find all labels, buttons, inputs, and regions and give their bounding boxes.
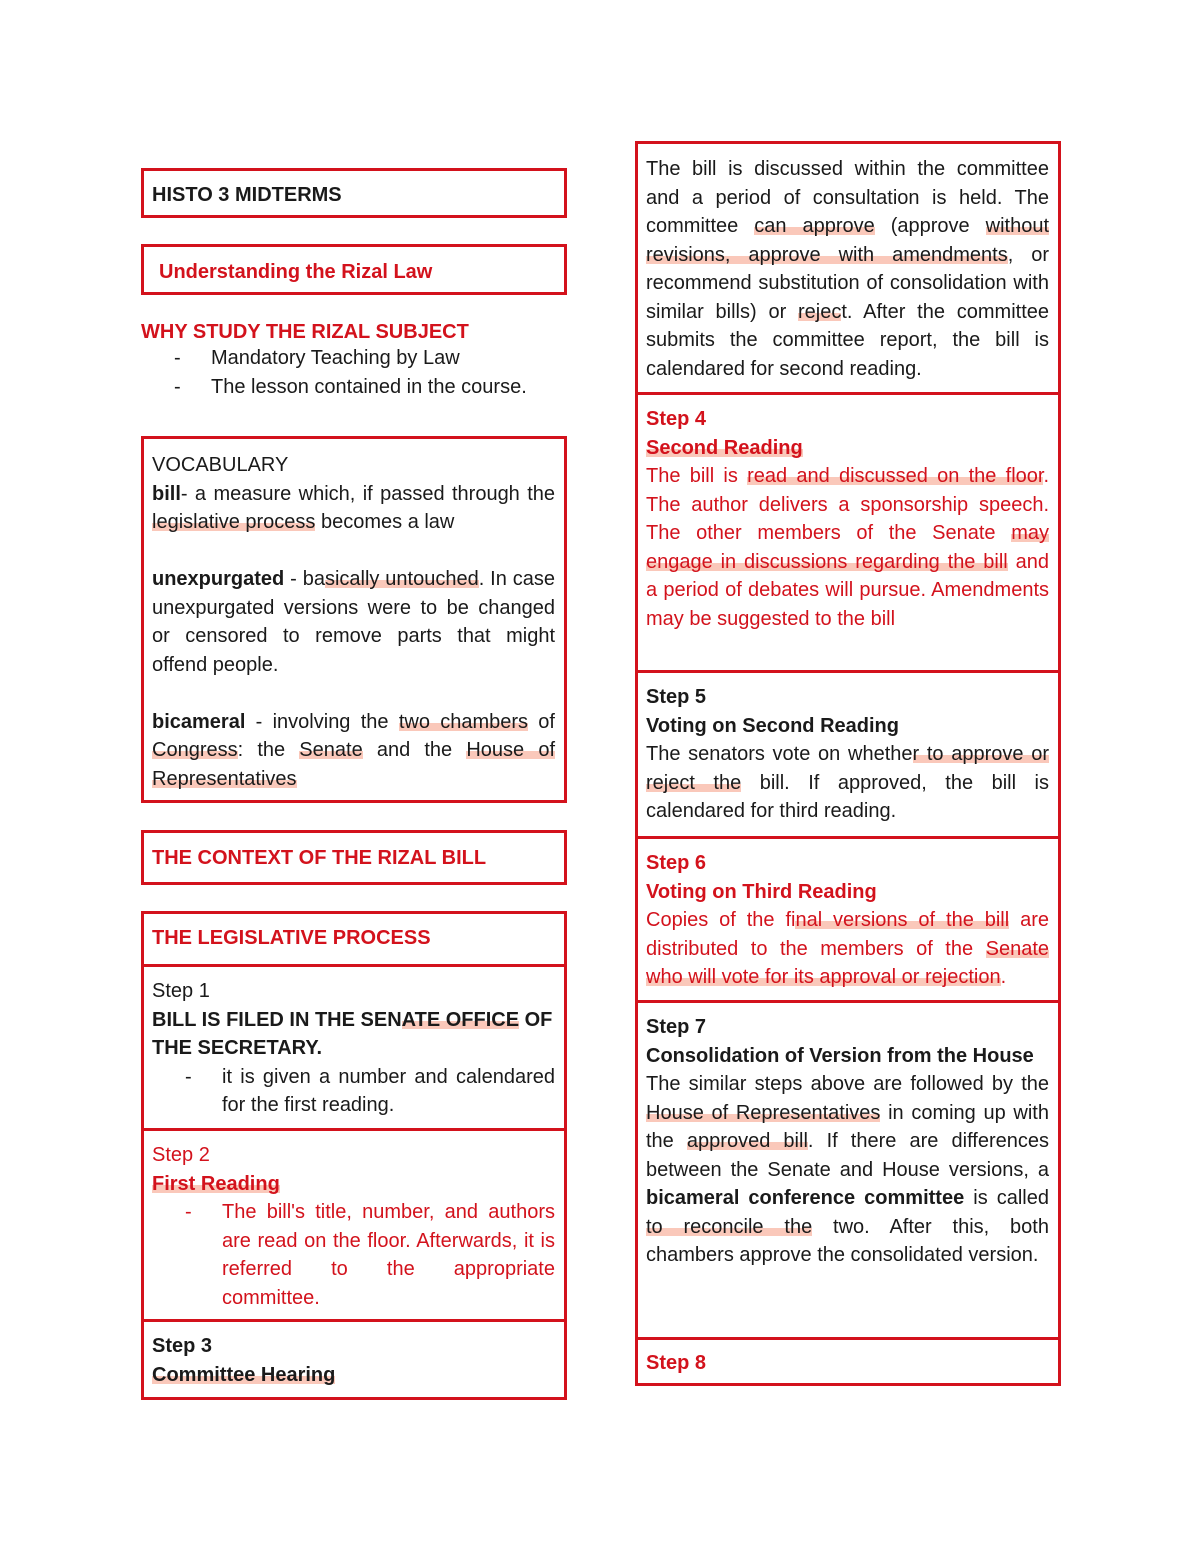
step-7-label: Step 7 — [646, 1016, 707, 1038]
highlight: to reconcile the — [646, 1215, 813, 1238]
title-box — [141, 168, 567, 218]
highlight: Second Reading — [646, 436, 803, 459]
definition-text: becomes a law — [315, 511, 455, 533]
step-2-section — [144, 1128, 564, 1321]
body-text: . The author delivers a sponsorship speech. The other members of the Senate — [646, 465, 1050, 544]
highlight: rejec — [798, 300, 842, 323]
definition-text: . In case unexpurgated versions were to be changed or censored to remove parts that might offend people. — [152, 568, 555, 676]
body-text: is called — [964, 1187, 1049, 1209]
highlight: ATE OFFICE — [401, 1008, 520, 1031]
body-text: The similar steps above are followed by the — [646, 1073, 1049, 1095]
list-item: - Mandatory Teaching by Law — [141, 344, 567, 373]
list-item: - The bill's title, number, and authors are read on the floor. Afterwards, it is referred to the appropriate committee. — [152, 1198, 555, 1312]
definition-text: - a measure which, if passed through the — [180, 482, 555, 505]
highlight: two chambers — [398, 710, 529, 733]
definition-text: of — [528, 710, 555, 733]
highlight: House of Representatives — [152, 739, 555, 790]
body-text: (approve — [874, 215, 986, 237]
body-text: . — [1000, 966, 1007, 988]
step-3-section — [144, 1319, 564, 1403]
highlight: Committee Hearing — [152, 1363, 336, 1386]
list-item: - The lesson contained in the course. — [141, 373, 567, 402]
definition-text: : the — [237, 739, 300, 761]
step-5-body — [646, 740, 1049, 826]
highlight: can approve — [754, 215, 875, 237]
highlight: without revisions, approve with amendments — [646, 215, 1049, 266]
step-6-label: Step 6 — [646, 852, 707, 874]
highlight: House of Representatives — [646, 1101, 881, 1124]
step-1-label: Step 1 — [152, 980, 210, 1002]
step-2-title — [152, 1170, 555, 1199]
step-4-title — [646, 434, 1049, 463]
highlight: sically untouched — [324, 568, 479, 590]
highlight: may engage in discussions regarding the bill — [646, 522, 1049, 573]
subtitle: Understanding the Rizal Law — [159, 261, 433, 283]
step-8-label: Step 8 — [646, 1352, 707, 1374]
highlight: approved bill — [686, 1130, 808, 1152]
legislative-heading: THE LEGISLATIVE PROCESS — [152, 927, 431, 949]
term: bill — [152, 482, 181, 505]
step-7-title: Consolidation of Version from the House — [646, 1044, 1034, 1067]
highlight: nal versions of the bill — [795, 909, 1010, 931]
body-text: are distributed to the members of the — [646, 909, 1049, 960]
why-study-list — [141, 344, 567, 401]
term: bicameral — [152, 710, 246, 733]
step-1-title — [152, 1006, 555, 1063]
step-3-body — [646, 155, 1049, 383]
legislative-process-box — [141, 911, 567, 1400]
term: unexpurgated — [152, 568, 285, 590]
highlight: read and discussed on the floor — [747, 465, 1044, 487]
definition-text: and the — [362, 739, 467, 761]
definition-text: - ba — [284, 568, 325, 590]
definition-bill — [152, 480, 555, 537]
highlight: First Reading — [152, 1172, 280, 1195]
title-text: OF THE SECRETARY. — [152, 1008, 553, 1059]
step-3-label: Step 3 — [152, 1335, 213, 1357]
step-4-body — [646, 462, 1049, 633]
context-heading: THE CONTEXT OF THE RIZAL BILL — [152, 847, 487, 869]
step-7-body — [646, 1070, 1049, 1270]
vocabulary-content — [152, 451, 555, 793]
highlight: Congress — [152, 739, 238, 761]
body-text: Copies of the fi — [646, 909, 796, 931]
bold-term: bicameral conference committee — [646, 1187, 965, 1209]
body-text: bill. If approved, the bill is calendared for third reading. — [646, 771, 1050, 822]
step-6-body — [646, 906, 1049, 992]
body-text: , or recommend substitution of consolidation with similar bills) or — [646, 243, 1049, 323]
subtitle-box — [141, 244, 567, 295]
step-8-section — [638, 1337, 1058, 1386]
document-title: HISTO 3 MIDTERMS — [152, 184, 342, 206]
definition-bicameral — [152, 708, 555, 794]
vocabulary-box — [141, 436, 567, 803]
definition-unexpurgated — [152, 565, 555, 679]
step-5-section — [638, 670, 1058, 839]
definition-text: - involving the — [245, 710, 399, 733]
why-study-section — [141, 321, 567, 401]
body-text: in coming up with the — [646, 1101, 1049, 1152]
step-7-section — [638, 1000, 1058, 1340]
body-text: t. After the committee submits the committee report, the bill is calendared for second reading. — [646, 300, 1050, 380]
step-2-list — [152, 1198, 555, 1312]
step-5-label: Step 5 — [646, 686, 707, 708]
body-text: The senators vote on whethe — [646, 743, 913, 765]
list-item: - it is given a number and calendared for the first reading. — [152, 1063, 555, 1120]
body-text: two. After this, both chambers approve the consolidated version. — [646, 1215, 1049, 1266]
highlight: Senate — [299, 739, 363, 761]
step-6-section — [638, 836, 1058, 1003]
step-3-title — [152, 1361, 555, 1390]
why-study-heading: WHY STUDY THE RIZAL SUBJECT — [141, 321, 469, 343]
step-4-label: Step 4 — [646, 408, 707, 430]
step-1-list — [152, 1063, 555, 1120]
body-text: The bill is — [646, 465, 748, 487]
body-text: and a period of debates will pursue. Amendments may be suggested to the bill — [646, 550, 1049, 630]
vocabulary-heading: VOCABULARY — [152, 454, 289, 476]
title-text: BILL IS FILED IN THE SEN — [152, 1008, 402, 1031]
step-4-section — [638, 392, 1058, 673]
step-5-title: Voting on Second Reading — [646, 714, 899, 737]
step-3-continued-section — [638, 144, 1058, 392]
highlight: Senate who will vote for its approval or rejection — [646, 937, 1049, 988]
context-box — [141, 830, 567, 885]
steps-continued-box — [635, 141, 1061, 1386]
highlight: legislative process — [152, 511, 316, 533]
body-text: The bill is discussed within the committee and a period of consultation is held. The committee — [646, 158, 1049, 237]
step-1-section — [144, 964, 564, 1130]
step-6-title: Voting on Third Reading — [646, 880, 877, 903]
body-text: . If there are differences between the Senate and House versions, a — [646, 1130, 1049, 1181]
highlight: r to approve or reject the — [646, 743, 1049, 794]
step-2-label: Step 2 — [152, 1144, 210, 1166]
